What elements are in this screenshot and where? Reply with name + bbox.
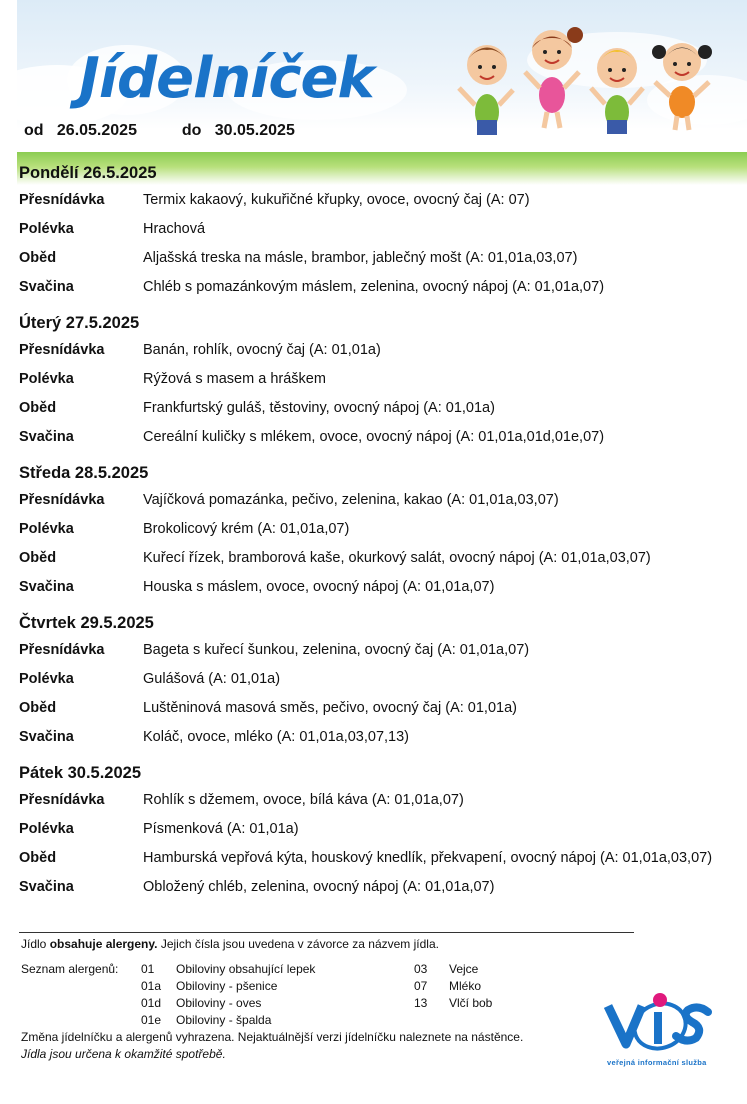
meal-row [19,786,739,815]
allergen-item [414,995,564,1012]
day-wednesday [19,460,739,602]
meal-name: Polévka [19,221,74,237]
meal-name: Přesnídávka [19,192,105,208]
meal-food: Luštěninová masová směs, pečivo, ovocný čaj (A: 01,01a) [143,700,517,716]
meal-row [19,365,739,394]
meal-name: Svačina [19,879,74,895]
meal-row [19,215,739,244]
allergen-code: 01 [141,962,155,976]
day-title: Pátek 30.5.2025 [19,764,142,782]
allergen-name: Mléko [449,979,482,993]
to-date: 30.05.2025 [214,122,295,139]
meal-row [19,815,739,844]
vis-logo-icon [604,990,716,1060]
allergen-item [141,978,401,995]
meal-row [19,423,739,452]
note-suffix: Jejich čísla jsou uvedena v závorce za názvem jídla. [157,937,439,951]
meal-name: Přesnídávka [19,642,105,658]
meal-food: Kuřecí řízek, bramborová kaše, okurkový salát, ovocný nápoj (A: 01,01a,03,07) [143,550,651,566]
meal-food: Aljašská treska na másle, brambor, jablečný mošt (A: 01,01a,03,07) [143,250,578,266]
day-title: Čtvrtek 29.5.2025 [19,614,154,632]
meal-food: Koláč, ovoce, mléko (A: 01,01a,03,07,13) [143,729,409,745]
meal-name: Svačina [19,279,74,295]
note-prefix: Jídlo [21,937,50,951]
meal-food: Písmenková (A: 01,01a) [143,821,299,837]
meal-row [19,544,739,573]
allergen-name: Obiloviny obsahující lepek [176,962,316,976]
meal-row [19,515,739,544]
meal-row [19,723,739,752]
meal-food: Houska s máslem, ovoce, ovocný nápoj (A: 01,01a,07) [143,579,495,595]
footer-disclaimer: Změna jídelníčku a alergenů vyhrazena. Nejaktuálnější verzi jídelníčku naleznete na nástěnce. [21,1030,524,1044]
allergen-name: Obiloviny - špalda [176,1013,272,1027]
meal-name: Přesnídávka [19,792,105,808]
meal-name: Polévka [19,371,74,387]
meal-name: Oběd [19,850,57,866]
meal-row [19,636,739,665]
allergen-item [414,961,564,978]
menu-content [19,160,739,910]
meal-name: Polévka [19,671,74,687]
allergen-item [141,995,401,1012]
allergen-item [141,1012,401,1029]
footer-divider [19,932,634,933]
blond-boy-figure [591,48,643,134]
meal-name: Oběd [19,550,57,566]
meal-name: Polévka [19,521,74,537]
meal-food: Chléb s pomazánkovým máslem, zelenina, ovocný nápoj (A: 01,01a,07) [143,279,605,295]
boy-figure [459,45,513,135]
meal-food: Brokolicový krém (A: 01,01a,07) [143,521,350,537]
meal-name: Přesnídávka [19,342,105,358]
allergen-list-label: Seznam alergenů: [21,962,119,976]
allergen-note [21,937,439,951]
allergen-item [414,978,564,995]
meal-name: Svačina [19,429,74,445]
meal-food: Rýžová s masem a hráškem [143,371,326,387]
footer-consumption-note: Jídla jsou určena k okamžité spotřebě. [21,1047,226,1061]
day-monday [19,160,739,302]
meal-row [19,336,739,365]
meal-food: Hrachová [143,221,206,237]
header-banner [17,0,747,185]
meal-food: Cereální kuličky s mlékem, ovoce, ovocný nápoj (A: 01,01a,01d,01e,07) [143,429,605,445]
allergen-code: 13 [414,996,428,1010]
allergen-name: Obiloviny - pšenice [176,979,278,993]
meal-row [19,244,739,273]
children-illustration [447,20,737,140]
allergen-column-2 [414,961,564,1012]
allergen-name: Obiloviny - oves [176,996,262,1010]
allergen-code: 03 [414,962,428,976]
page-title: Jídelníček [79,46,374,111]
meal-food: Frankfurtský guláš, těstoviny, ovocný nápoj (A: 01,01a) [143,400,495,416]
day-title: Pondělí 26.5.2025 [19,164,157,182]
meal-row [19,394,739,423]
allergen-name: Vlčí bob [449,996,493,1010]
meal-name: Oběd [19,700,57,716]
allergen-column-1 [141,961,401,1029]
to-label: do [181,122,202,139]
meal-row [19,273,739,302]
meal-row [19,873,739,902]
meal-food: Vajíčková pomazánka, pečivo, zelenina, kakao (A: 01,01a,03,07) [143,492,559,508]
meal-name: Polévka [19,821,74,837]
from-label: od [24,122,44,139]
meal-food: Hamburská vepřová kýta, houskový knedlík, překvapení, ovocný nápoj (A: 01,01a,03,07) [143,850,713,866]
allergen-code: 07 [414,979,428,993]
meal-row [19,486,739,515]
meal-row [19,694,739,723]
meal-row [19,665,739,694]
allergen-code: 01a [141,979,162,993]
allergen-name: Vejce [449,962,479,976]
logo-tagline: veřejná informační služba [607,1058,707,1067]
meal-name: Přesnídávka [19,492,105,508]
day-tuesday [19,310,739,452]
meal-food: Obložený chléb, zelenina, ovocný nápoj (A: 01,01a,07) [143,879,495,895]
date-range [24,122,295,140]
day-title: Úterý 27.5.2025 [19,314,140,332]
day-thursday [19,610,739,752]
meal-name: Oběd [19,400,57,416]
meal-row [19,573,739,602]
from-date: 26.05.2025 [56,122,137,139]
meal-food: Gulášová (A: 01,01a) [143,671,281,687]
allergen-code: 01d [141,996,162,1010]
note-bold: obsahuje alergeny. [49,937,158,951]
meal-name: Svačina [19,729,74,745]
girl-figure [525,27,583,128]
meal-food: Rohlík s džemem, ovoce, bílá káva (A: 01,01a,07) [143,792,464,808]
meal-name: Svačina [19,579,74,595]
meal-food: Bageta s kuřecí šunkou, zelenina, ovocný čaj (A: 01,01a,07) [143,642,530,658]
meal-food: Termix kakaový, kukuřičné křupky, ovoce, ovocný čaj (A: 07) [143,192,530,208]
allergen-code: 01e [141,1013,162,1027]
meal-food: Banán, rohlík, ovocný čaj (A: 01,01a) [143,342,381,358]
day-title: Středa 28.5.2025 [19,464,149,482]
allergen-item [141,961,401,978]
meal-name: Oběd [19,250,57,266]
day-friday [19,760,739,902]
pigtail-girl-figure [652,43,712,130]
meal-row [19,844,739,873]
meal-row [19,186,739,215]
